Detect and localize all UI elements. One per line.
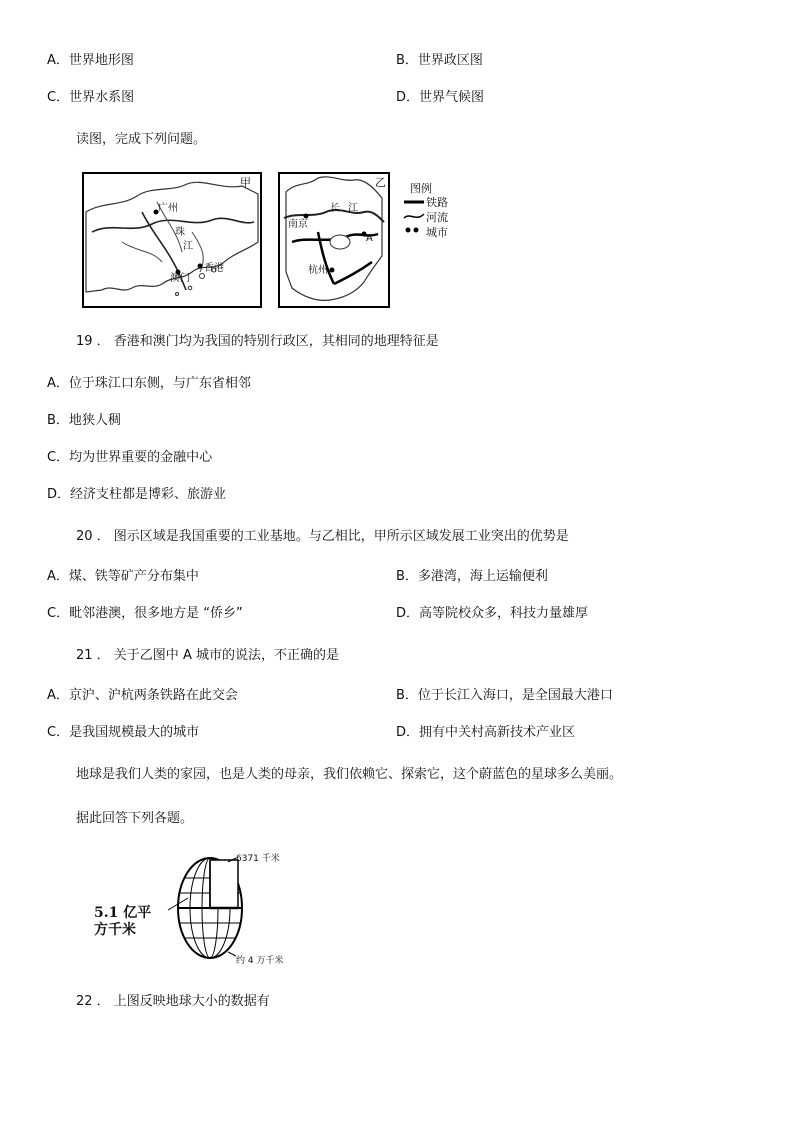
map-jia [82,172,262,308]
q18-option-c[interactable]: C．世界水系图 [47,90,135,105]
intro-answer: 据此回答下列各题。 [76,811,194,826]
city-aomen: 澳门 [170,273,190,284]
q22-stem: 22 ． 上图反映地球大小的数据有 [76,994,270,1009]
q18-option-d[interactable]: D．世界气候图 [396,90,485,105]
city-a: A [366,233,373,244]
intro-read-map: 读图，完成下列问题。 [76,132,207,147]
map-yi-label: 乙 [375,176,386,189]
intro-earth: 地球是我们人类的家园，也是人类的母亲，我们依赖它、探索它，这个蔚蓝色的星球多么美丽。 [76,767,623,782]
river-chang-char: 长 [330,203,340,214]
q19-option-b[interactable]: B．地狭人稠 [47,413,121,428]
q20-option-a[interactable]: A．煤、铁等矿产分布集中 [47,569,199,584]
q21-stem: 21 ． 关于乙图中 A 城市的说法，不正确的是 [76,648,339,663]
q20-option-d[interactable]: D．高等院校众多，科技力量雄厚 [396,606,589,621]
legend-rail: 铁路 [426,196,448,209]
map-legend [398,180,468,240]
q20-option-b[interactable]: B．多港湾，海上运输便利 [396,569,548,584]
q20-option-c[interactable]: C．毗邻港澳，很多地方是 “侨乡” [47,606,243,621]
map-jia-label: 甲 [240,176,251,189]
city-hangzhou: 杭州 [308,265,328,276]
q21-option-a[interactable]: A．京沪、沪杭两条铁路在此交会 [47,688,238,703]
q20-stem: 20 ． 图示区域是我国重要的工业基地。与乙相比，甲所示区域发展工业突出的优势是 [76,529,569,544]
river-jiang-char: 江 [183,241,193,252]
earth-radius: 6371 千米 [236,854,280,864]
earth-area-line2: 方千米 [94,922,136,938]
q21-option-c[interactable]: C．是我国规模最大的城市 [47,725,200,740]
legend-river: 河流 [426,211,448,224]
q19-stem: 19 ． 香港和澳门均为我国的特别行政区，其相同的地理特征是 [76,334,439,349]
legend-title: 图例 [410,182,432,195]
q18-option-b[interactable]: B．世界政区图 [396,53,483,68]
q19-option-c[interactable]: C．均为世界重要的金融中心 [47,450,213,465]
q19-option-a[interactable]: A．位于珠江口东侧，与广东省相邻 [47,376,251,391]
city-xianggang: 香港 [204,263,224,274]
q21-option-d[interactable]: D．拥有中关村高新技术产业区 [396,725,576,740]
river-jiang-char-yi: 江 [348,203,358,214]
city-guangzhou: 广州 [158,203,178,214]
city-nanjing: 南京 [288,219,308,230]
q21-option-b[interactable]: B．位于长江入海口，是全国最大港口 [396,688,613,703]
earth-figure [88,848,288,972]
river-zhu-char: 珠 [175,227,185,238]
earth-equator-length: 约 4 万千米 [236,956,284,966]
map-yi [278,172,390,308]
q19-option-d[interactable]: D．经济支柱都是博彩、旅游业 [47,487,227,502]
earth-area-line1: 5.1 亿平 [94,905,152,921]
legend-city: 城市 [426,226,448,239]
q18-option-a[interactable]: A．世界地形图 [47,53,134,68]
